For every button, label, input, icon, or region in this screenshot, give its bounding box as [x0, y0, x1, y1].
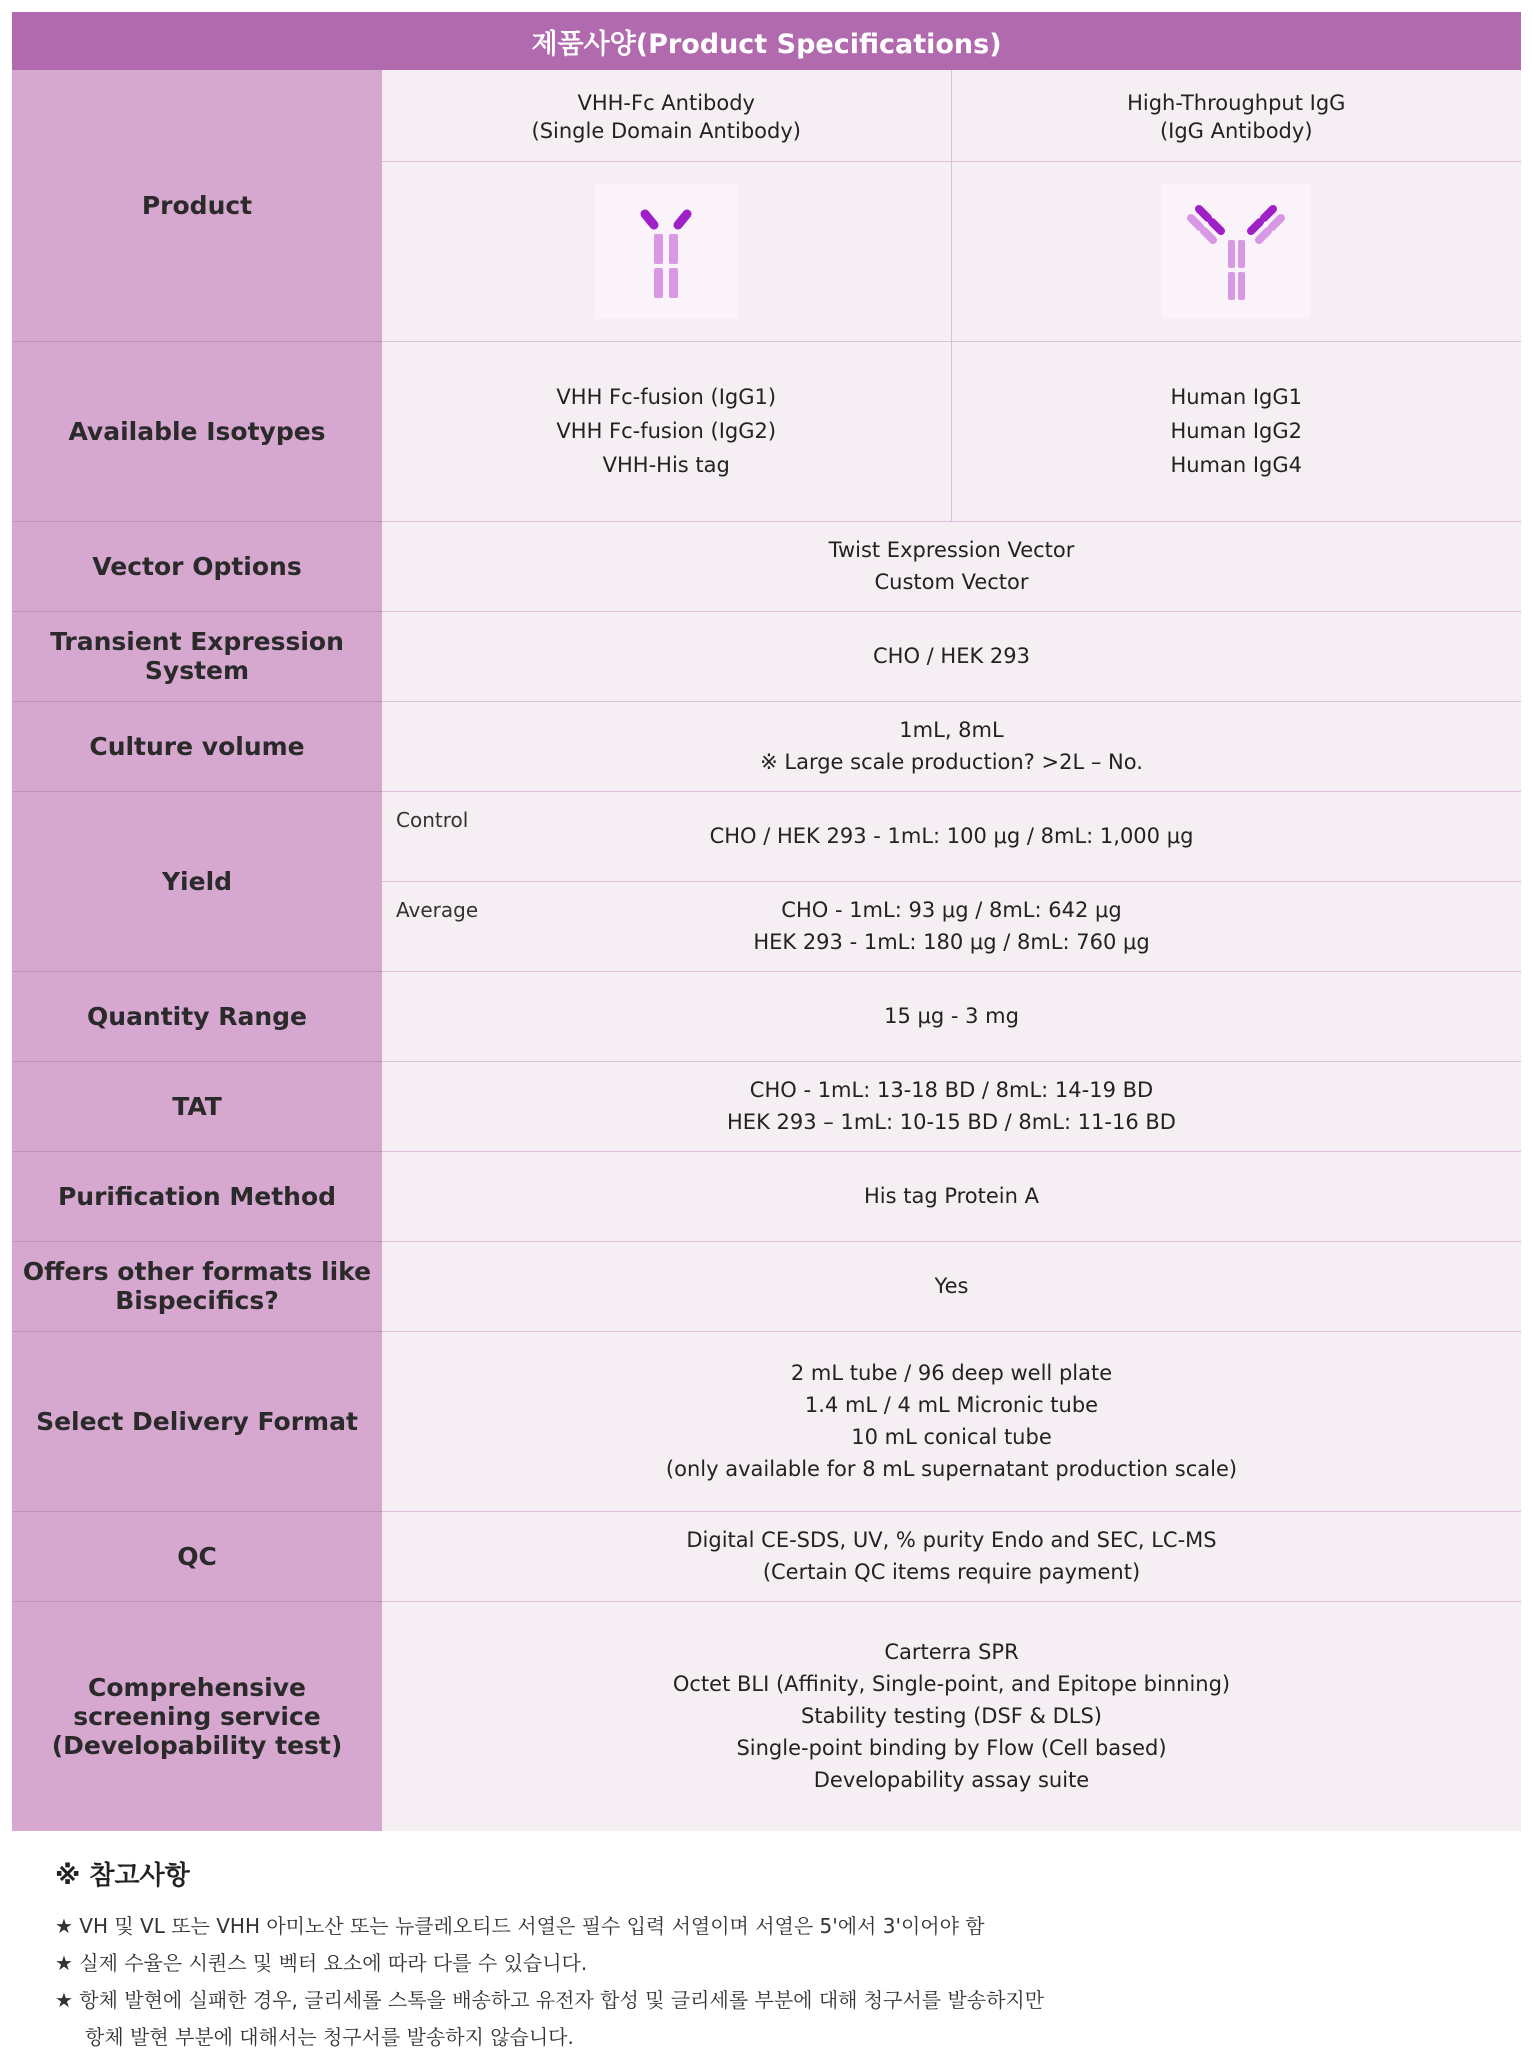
- delivery-item: 1.4 mL / 4 mL Micronic tube: [804, 1393, 1099, 1417]
- screening-item: Developability assay suite: [813, 1768, 1090, 1793]
- isotype-item: Human IgG1: [1170, 385, 1303, 409]
- vector-row: [12, 521, 1521, 611]
- screening-label-line: Comprehensive: [87, 1672, 306, 1702]
- screening-label-line: (Developability test): [51, 1730, 343, 1760]
- delivery-value: [382, 1331, 1521, 1511]
- isotypes-igg-cell: [951, 341, 1521, 521]
- product-igg-subtitle: (IgG Antibody): [1159, 119, 1313, 144]
- formats-label-line: Offers other formats like: [22, 1257, 372, 1286]
- tat-item: CHO - 1mL: 13-18 BD / 8mL: 14-19 BD: [749, 1078, 1154, 1102]
- table-title: 제품사양(Product Specifications): [12, 12, 1521, 70]
- qc-item: Digital CE-SDS, UV, % purity Endo and SEC, LC-MS: [686, 1528, 1217, 1552]
- tat-item: HEK 293 – 1mL: 10-15 BD / 8mL: 11-16 BD: [727, 1110, 1176, 1134]
- screening-value: [382, 1601, 1521, 1831]
- note-item: ★ 실제 수율은 시퀀스 및 벡터 요소에 따라 다를 수 있습니다.: [55, 1951, 588, 1975]
- delivery-item: 2 mL tube / 96 deep well plate: [790, 1361, 1113, 1385]
- delivery-row: [12, 1331, 1521, 1511]
- tat-row: [12, 1061, 1521, 1151]
- yield-control-tag: Control: [396, 807, 469, 832]
- yield-average-value: HEK 293 - 1mL: 180 μg / 8mL: 760 μg: [753, 930, 1150, 954]
- culture-value: [382, 701, 1521, 791]
- yield-control-value: CHO / HEK 293 - 1mL: 100 μg / 8mL: 1,000 μg: [709, 824, 1194, 848]
- formats-row: [12, 1241, 1521, 1331]
- transient-row: [12, 611, 1521, 701]
- product-row: [12, 70, 1521, 161]
- product-igg-title: High-Throughput IgG: [1127, 91, 1346, 116]
- culture-row: [12, 701, 1521, 791]
- product-vhh-image-cell: [382, 161, 951, 341]
- screening-label-line: screening service: [73, 1701, 321, 1731]
- yield-control-cell: [382, 791, 1521, 881]
- isotypes-row: [12, 341, 1521, 521]
- spec-table: [12, 70, 1521, 1831]
- yield-control-row: [12, 791, 1521, 881]
- tat-value: [382, 1061, 1521, 1151]
- yield-average-tag: Average: [396, 897, 479, 922]
- isotypes-vhh-cell: [382, 341, 951, 521]
- vector-value: [382, 521, 1521, 611]
- qc-value: [382, 1511, 1521, 1601]
- vector-item: Custom Vector: [874, 570, 1029, 594]
- isotype-item: VHH-His tag: [602, 453, 730, 477]
- product-igg-image-cell: [951, 161, 1521, 341]
- isotype-item: Human IgG2: [1170, 419, 1303, 443]
- purification-row: [12, 1151, 1521, 1241]
- tat-label: TAT: [12, 1061, 382, 1151]
- vector-item: Twist Expression Vector: [828, 538, 1075, 562]
- culture-item: 1mL, 8mL: [899, 718, 1004, 742]
- isotype-item: Human IgG4: [1170, 453, 1303, 477]
- product-label: Product: [12, 70, 382, 341]
- formats-label: [12, 1241, 382, 1331]
- note-item-continuation: 항체 발현 부분에 대해서는 청구서를 발송하지 않습니다.: [85, 2025, 574, 2049]
- note-item: ★ 항체 발현에 실패한 경우, 글리세롤 스톡을 배송하고 유전자 합성 및 글리세롤 부분에 대해 청구서를 발송하지만: [55, 1988, 1045, 2012]
- yield-average-cell: [382, 881, 1521, 971]
- transient-value: CHO / HEK 293: [382, 611, 1521, 701]
- screening-row: [12, 1601, 1521, 1831]
- delivery-item: 10 mL conical tube: [851, 1425, 1052, 1449]
- igg-antibody-icon: [1161, 184, 1311, 319]
- isotype-item: VHH Fc-fusion (IgG1): [556, 385, 777, 409]
- delivery-note: (only available for 8 mL supernatant production scale): [665, 1457, 1238, 1481]
- qc-row: [12, 1511, 1521, 1601]
- notes-title: ※ 참고사항: [55, 1861, 190, 1891]
- purification-value: His tag Protein A: [382, 1151, 1521, 1241]
- purification-label: Purification Method: [12, 1151, 382, 1241]
- spec-table-container: [12, 12, 1521, 1831]
- screening-item: Stability testing (DSF & DLS): [801, 1704, 1102, 1729]
- formats-label-line: Bispecifics?: [115, 1286, 279, 1315]
- isotype-item: VHH Fc-fusion (IgG2): [556, 419, 777, 443]
- delivery-label: Select Delivery Format: [12, 1331, 382, 1511]
- vhh-fc-antibody-icon: [595, 184, 737, 319]
- screening-item: Octet BLI (Affinity, Single-point, and Epitope binning): [672, 1672, 1231, 1697]
- quantity-label: Quantity Range: [12, 971, 382, 1061]
- screening-item: Carterra SPR: [884, 1640, 1019, 1665]
- note-item: ★ VH 및 VL 또는 VHH 아미노산 또는 뉴클레오티드 서열은 필수 입력 서열이며 서열은 5'에서 3'이어야 함: [55, 1914, 985, 1938]
- quantity-value: 15 μg - 3 mg: [382, 971, 1521, 1061]
- product-vhh-subtitle: (Single Domain Antibody): [531, 119, 801, 144]
- notes-section: [55, 1855, 1495, 2056]
- screening-label: [12, 1601, 382, 1831]
- isotypes-label: Available Isotypes: [12, 341, 382, 521]
- screening-item: Single-point binding by Flow (Cell based): [736, 1736, 1167, 1761]
- product-vhh-title: VHH-Fc Antibody: [577, 91, 755, 116]
- qc-label: QC: [12, 1511, 382, 1601]
- transient-label-line: System: [144, 656, 250, 685]
- vector-label: Vector Options: [12, 521, 382, 611]
- product-vhh-name: [382, 70, 951, 161]
- yield-average-value: CHO - 1mL: 93 μg / 8mL: 642 μg: [781, 898, 1122, 922]
- culture-note: ※ Large scale production? >2L – No.: [760, 750, 1143, 774]
- culture-label: Culture volume: [12, 701, 382, 791]
- quantity-row: [12, 971, 1521, 1061]
- formats-value: Yes: [382, 1241, 1521, 1331]
- qc-note: (Certain QC items require payment): [762, 1560, 1141, 1584]
- transient-label: [12, 611, 382, 701]
- product-igg-name: [951, 70, 1521, 161]
- yield-label: Yield: [12, 791, 382, 971]
- transient-label-line: Transient Expression: [50, 627, 344, 656]
